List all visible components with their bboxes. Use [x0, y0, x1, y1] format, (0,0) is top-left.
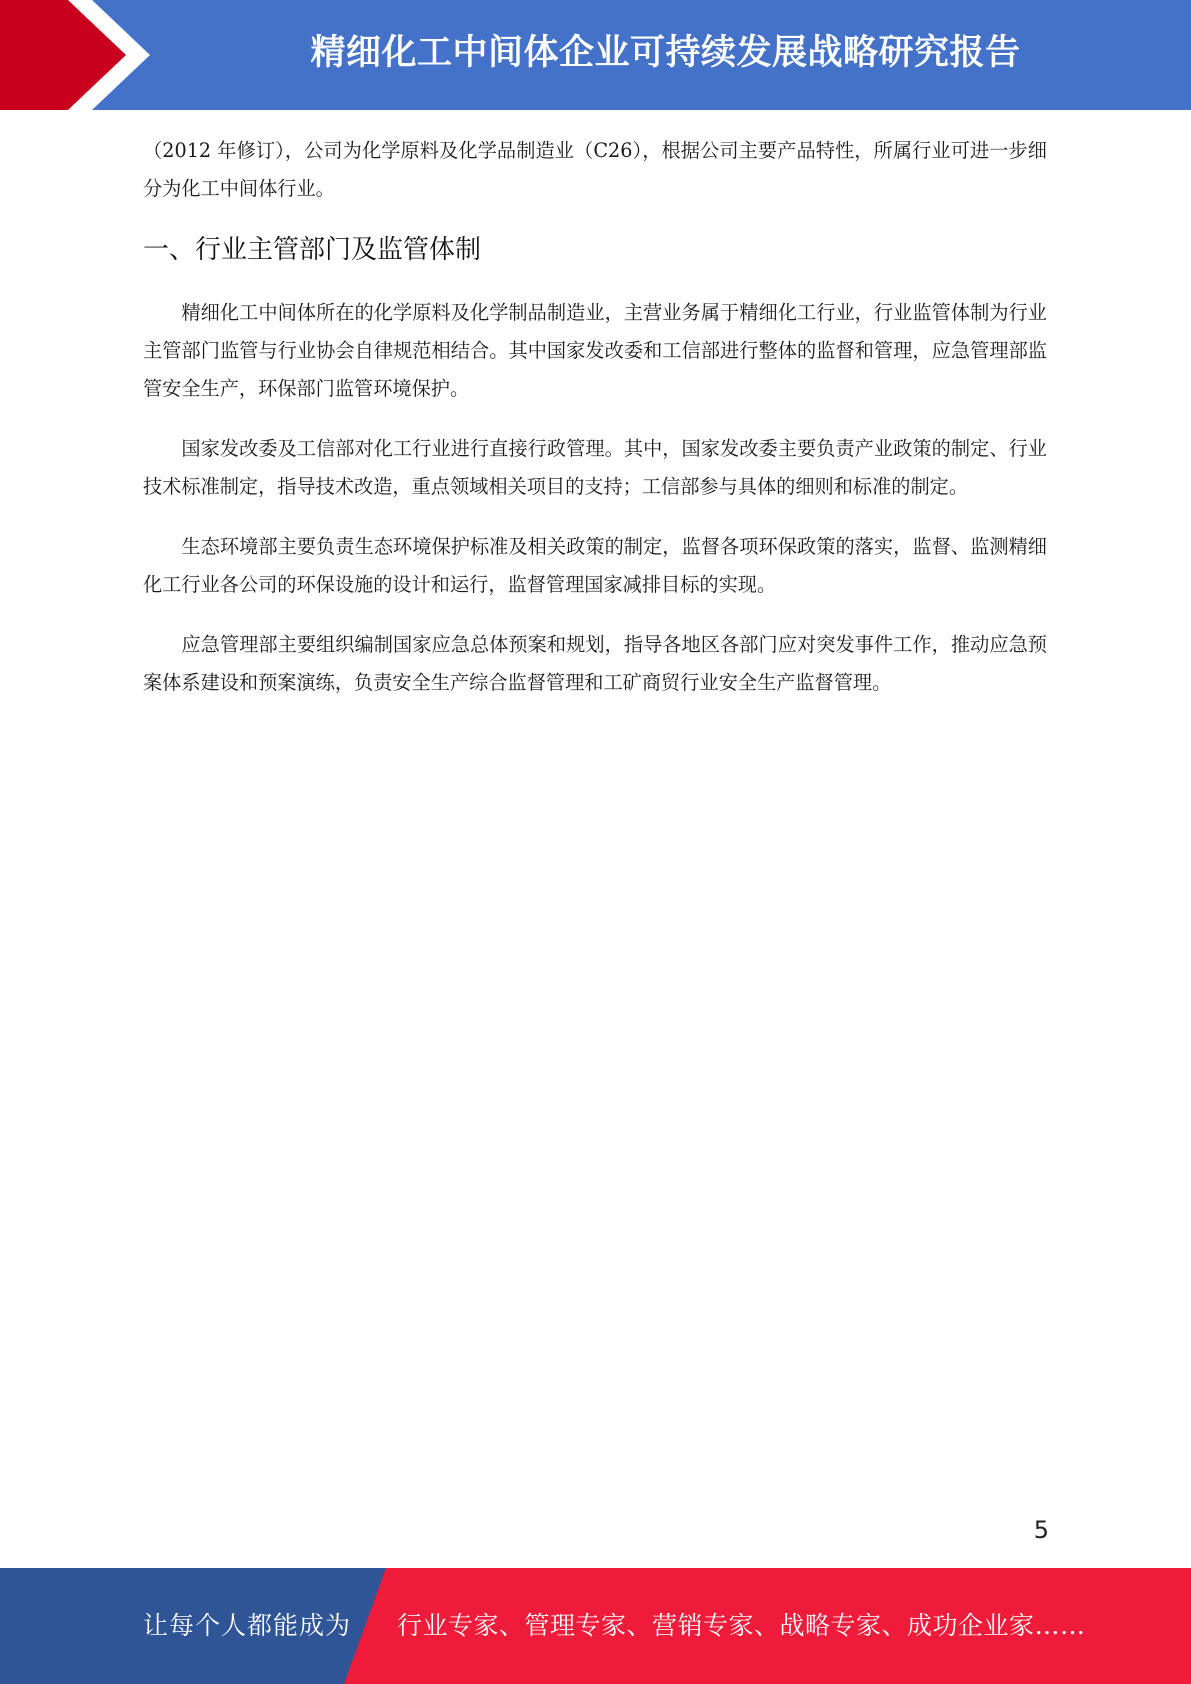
body-paragraph: 生态环境部主要负责生态环境保护标准及相关政策的制定，监督各项环保政策的落实，监督、监测精细化工行业各公司的环保设施的设计和运行，监督管理国家减排目标的实现。 — [143, 535, 1047, 596]
body-paragraph: 应急管理部主要组织编制国家应急总体预案和规划，指导各地区各部门应对突发事件工作，推动应急预案体系建设和预案演练，负责安全生产综合监督管理和工矿商贸行业安全生产监督管理。 — [143, 633, 1047, 694]
report-title: 精细化工中间体企业可持续发展战略研究报告 — [310, 33, 1021, 73]
footer-slogan-left: 让每个人都能成为 — [143, 1611, 352, 1640]
body-paragraph: 精细化工中间体所在的化学原料及化学制品制造业，主营业务属于精细化工行业，行业监管体制为行业主管部门监管与行业协会自律规范相结合。其中国家发改委和工信部进行整体的监督和管理，应急管理部监管安全生产，环保部门监管环境保护。 — [143, 301, 1047, 400]
header-chevron-decoration — [0, 0, 160, 110]
section-heading: 一、行业主管部门及监管体制 — [143, 235, 482, 265]
body-paragraph: 国家发改委及工信部对化工行业进行直接行政管理。其中，国家发改委主要负责产业政策的制定、行业技术标准制定，指导技术改造，重点领域相关项目的支持；工信部参与具体的细则和标准的制定。 — [143, 437, 1047, 498]
footer-banner — [0, 1568, 1191, 1684]
page-content — [143, 132, 1047, 724]
page-number: 5 — [1033, 1516, 1049, 1544]
header-banner — [0, 0, 1191, 110]
intro-paragraph: （2012 年修订），公司为化学原料及化学品制造业（C26），根据公司主要产品特性，所属行业可进一步细分为化工中间体行业。 — [143, 139, 1047, 200]
footer-slogan-right: 行业专家、管理专家、营销专家、战略专家、成功企业家…… — [397, 1611, 1086, 1640]
